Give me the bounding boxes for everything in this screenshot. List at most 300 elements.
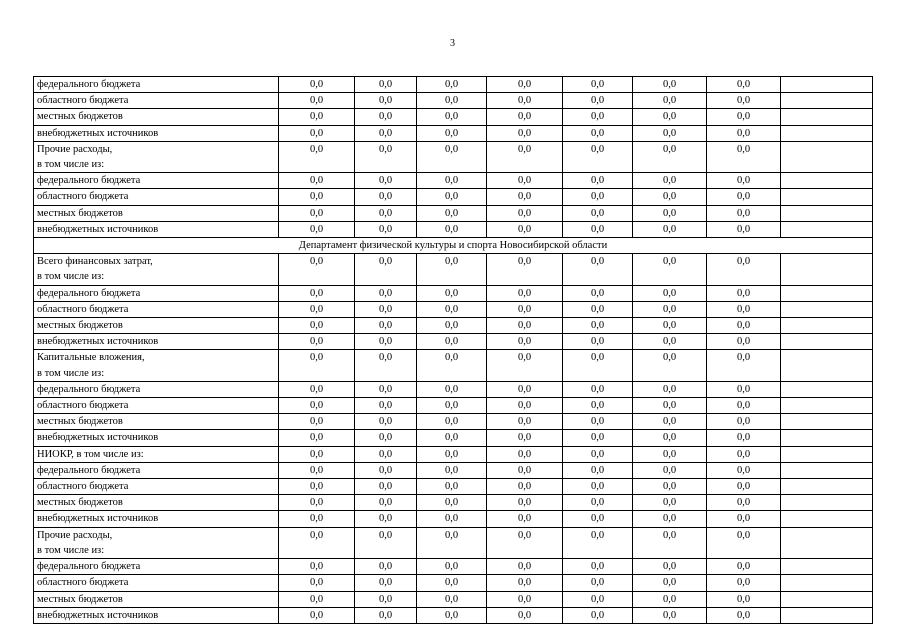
value-cell: 0,0	[417, 109, 487, 125]
value-cell: 0,0	[487, 575, 563, 591]
value-cell: 0,0	[279, 125, 355, 141]
value-cell: 0,0	[707, 430, 781, 446]
value-cell: 0,0	[563, 141, 633, 172]
value-cell: 0,0	[707, 495, 781, 511]
row-label	[34, 318, 279, 334]
table-row	[34, 430, 873, 446]
value-cell	[781, 446, 873, 462]
table-row	[34, 495, 873, 511]
value-cell: 0,0	[279, 93, 355, 109]
value-cell	[781, 511, 873, 527]
value-cell: 0,0	[487, 221, 563, 237]
row-label-line: областного бюджета	[37, 400, 129, 412]
table-row	[34, 205, 873, 221]
row-label-line: областного бюджета	[37, 303, 129, 315]
value-cell: 0,0	[279, 285, 355, 301]
value-cell: 0,0	[355, 479, 417, 495]
table-row	[34, 301, 873, 317]
row-label-line: федерального бюджета	[37, 287, 141, 299]
value-cell: 0,0	[355, 301, 417, 317]
row-label-line: местных бюджетов	[37, 593, 123, 605]
row-label	[34, 381, 279, 397]
value-cell: 0,0	[633, 221, 707, 237]
value-cell: 0,0	[279, 559, 355, 575]
row-label	[34, 301, 279, 317]
value-cell: 0,0	[355, 254, 417, 285]
row-label-line: областного бюджета	[37, 481, 129, 493]
row-label	[34, 430, 279, 446]
row-label	[34, 125, 279, 141]
value-cell: 0,0	[563, 495, 633, 511]
row-label-line: в том числе из:	[37, 159, 105, 171]
value-cell: 0,0	[487, 591, 563, 607]
value-cell: 0,0	[707, 318, 781, 334]
value-cell: 0,0	[417, 527, 487, 558]
value-cell: 0,0	[707, 591, 781, 607]
value-cell: 0,0	[487, 446, 563, 462]
value-cell: 0,0	[633, 479, 707, 495]
value-cell: 0,0	[707, 109, 781, 125]
row-label-line: Всего финансовых затрат,	[37, 256, 153, 268]
value-cell: 0,0	[707, 125, 781, 141]
value-cell: 0,0	[633, 93, 707, 109]
value-cell: 0,0	[417, 430, 487, 446]
value-cell: 0,0	[487, 77, 563, 93]
value-cell: 0,0	[279, 318, 355, 334]
row-label	[34, 93, 279, 109]
row-label	[34, 527, 279, 558]
value-cell	[781, 189, 873, 205]
row-label	[34, 173, 279, 189]
value-cell: 0,0	[633, 301, 707, 317]
value-cell: 0,0	[355, 398, 417, 414]
value-cell: 0,0	[279, 462, 355, 478]
value-cell: 0,0	[563, 559, 633, 575]
value-cell	[781, 430, 873, 446]
value-cell: 0,0	[279, 398, 355, 414]
table-section-bottom	[34, 254, 873, 624]
value-cell	[781, 77, 873, 93]
value-cell: 0,0	[707, 575, 781, 591]
value-cell: 0,0	[487, 334, 563, 350]
value-cell: 0,0	[417, 462, 487, 478]
value-cell	[781, 254, 873, 285]
value-cell: 0,0	[487, 173, 563, 189]
value-cell: 0,0	[487, 350, 563, 381]
table-row	[34, 189, 873, 205]
value-cell: 0,0	[563, 607, 633, 623]
row-label	[34, 350, 279, 381]
value-cell	[781, 173, 873, 189]
value-cell: 0,0	[355, 285, 417, 301]
value-cell	[781, 141, 873, 172]
value-cell	[781, 559, 873, 575]
value-cell: 0,0	[279, 350, 355, 381]
value-cell: 0,0	[707, 301, 781, 317]
value-cell: 0,0	[707, 511, 781, 527]
value-cell: 0,0	[633, 591, 707, 607]
row-label-line: Прочие расходы,	[37, 143, 113, 155]
table-row	[34, 285, 873, 301]
row-label	[34, 205, 279, 221]
value-cell: 0,0	[417, 173, 487, 189]
table-row	[34, 446, 873, 462]
row-label	[34, 189, 279, 205]
value-cell: 0,0	[417, 93, 487, 109]
value-cell: 0,0	[355, 350, 417, 381]
value-cell: 0,0	[707, 285, 781, 301]
value-cell	[781, 414, 873, 430]
value-cell: 0,0	[279, 221, 355, 237]
value-cell	[781, 381, 873, 397]
value-cell: 0,0	[633, 607, 707, 623]
value-cell: 0,0	[279, 607, 355, 623]
row-label	[34, 398, 279, 414]
value-cell: 0,0	[633, 125, 707, 141]
value-cell: 0,0	[563, 591, 633, 607]
value-cell: 0,0	[487, 93, 563, 109]
row-label-line: внебюджетных источников	[37, 127, 159, 139]
row-label-line: внебюджетных источников	[37, 336, 159, 348]
value-cell: 0,0	[633, 334, 707, 350]
value-cell: 0,0	[707, 446, 781, 462]
table-row	[34, 575, 873, 591]
value-cell: 0,0	[279, 334, 355, 350]
value-cell: 0,0	[563, 334, 633, 350]
value-cell: 0,0	[707, 607, 781, 623]
row-label-line: федерального бюджета	[37, 383, 141, 395]
budget-table	[33, 76, 873, 624]
value-cell: 0,0	[417, 350, 487, 381]
table-row	[34, 77, 873, 93]
value-cell: 0,0	[563, 205, 633, 221]
value-cell: 0,0	[417, 141, 487, 172]
table-row	[34, 398, 873, 414]
value-cell: 0,0	[633, 446, 707, 462]
value-cell: 0,0	[417, 254, 487, 285]
row-label-line: федерального бюджета	[37, 79, 141, 90]
value-cell: 0,0	[355, 591, 417, 607]
row-label	[34, 414, 279, 430]
value-cell	[781, 591, 873, 607]
value-cell: 0,0	[707, 527, 781, 558]
value-cell: 0,0	[563, 511, 633, 527]
value-cell: 0,0	[279, 511, 355, 527]
value-cell: 0,0	[487, 430, 563, 446]
table-row	[34, 334, 873, 350]
row-label	[34, 446, 279, 462]
row-label-line: местных бюджетов	[37, 207, 123, 219]
row-label-line: областного бюджета	[37, 95, 129, 107]
table-row	[34, 141, 873, 172]
value-cell	[781, 285, 873, 301]
value-cell: 0,0	[417, 479, 487, 495]
value-cell: 0,0	[355, 93, 417, 109]
value-cell: 0,0	[633, 559, 707, 575]
value-cell: 0,0	[563, 77, 633, 93]
value-cell: 0,0	[355, 414, 417, 430]
value-cell: 0,0	[487, 414, 563, 430]
value-cell: 0,0	[417, 318, 487, 334]
row-label-line: местных бюджетов	[37, 497, 123, 509]
value-cell: 0,0	[355, 446, 417, 462]
value-cell: 0,0	[417, 414, 487, 430]
value-cell: 0,0	[355, 221, 417, 237]
value-cell: 0,0	[355, 559, 417, 575]
value-cell: 0,0	[355, 462, 417, 478]
value-cell: 0,0	[279, 254, 355, 285]
value-cell: 0,0	[355, 109, 417, 125]
value-cell: 0,0	[563, 125, 633, 141]
value-cell	[781, 318, 873, 334]
row-label	[34, 591, 279, 607]
value-cell: 0,0	[487, 109, 563, 125]
value-cell: 0,0	[487, 301, 563, 317]
row-label	[34, 141, 279, 172]
row-label-line: Прочие расходы,	[37, 529, 113, 541]
value-cell: 0,0	[633, 462, 707, 478]
table-row	[34, 125, 873, 141]
row-label-line: в том числе из:	[37, 544, 105, 556]
value-cell: 0,0	[633, 285, 707, 301]
section-header-row	[34, 238, 873, 254]
value-cell	[781, 109, 873, 125]
value-cell: 0,0	[707, 462, 781, 478]
value-cell: 0,0	[707, 381, 781, 397]
value-cell: 0,0	[707, 398, 781, 414]
row-label	[34, 607, 279, 623]
row-label	[34, 77, 279, 93]
row-label-line: федерального бюджета	[37, 464, 141, 476]
row-label	[34, 109, 279, 125]
value-cell: 0,0	[355, 125, 417, 141]
value-cell: 0,0	[707, 350, 781, 381]
value-cell: 0,0	[355, 141, 417, 172]
value-cell: 0,0	[417, 607, 487, 623]
value-cell: 0,0	[633, 141, 707, 172]
value-cell	[781, 301, 873, 317]
value-cell: 0,0	[563, 301, 633, 317]
page-number: 3	[450, 38, 455, 49]
row-label	[34, 254, 279, 285]
value-cell: 0,0	[487, 527, 563, 558]
value-cell: 0,0	[563, 414, 633, 430]
value-cell: 0,0	[707, 221, 781, 237]
value-cell: 0,0	[487, 607, 563, 623]
value-cell: 0,0	[633, 77, 707, 93]
value-cell: 0,0	[633, 430, 707, 446]
value-cell: 0,0	[707, 479, 781, 495]
value-cell: 0,0	[563, 318, 633, 334]
value-cell	[781, 350, 873, 381]
row-label-line: местных бюджетов	[37, 416, 123, 428]
value-cell: 0,0	[487, 318, 563, 334]
value-cell: 0,0	[417, 559, 487, 575]
value-cell: 0,0	[633, 109, 707, 125]
value-cell: 0,0	[563, 381, 633, 397]
value-cell: 0,0	[563, 350, 633, 381]
table-row	[34, 173, 873, 189]
row-label	[34, 511, 279, 527]
value-cell: 0,0	[487, 189, 563, 205]
table-row	[34, 511, 873, 527]
table-row	[34, 559, 873, 575]
table-section-header	[34, 238, 873, 254]
value-cell: 0,0	[279, 446, 355, 462]
value-cell: 0,0	[487, 285, 563, 301]
value-cell: 0,0	[633, 173, 707, 189]
table-row	[34, 527, 873, 558]
value-cell: 0,0	[417, 221, 487, 237]
value-cell	[781, 607, 873, 623]
value-cell: 0,0	[487, 205, 563, 221]
row-label	[34, 559, 279, 575]
value-cell: 0,0	[355, 527, 417, 558]
table-row	[34, 462, 873, 478]
row-label-line: федерального бюджета	[37, 175, 141, 187]
value-cell: 0,0	[563, 462, 633, 478]
row-label-line: внебюджетных источников	[37, 609, 159, 621]
table-row	[34, 479, 873, 495]
row-label-line: НИОКР, в том числе из:	[37, 448, 144, 460]
value-cell: 0,0	[355, 173, 417, 189]
value-cell: 0,0	[417, 77, 487, 93]
table-row	[34, 591, 873, 607]
value-cell: 0,0	[417, 189, 487, 205]
table-row	[34, 414, 873, 430]
value-cell: 0,0	[355, 334, 417, 350]
value-cell: 0,0	[707, 141, 781, 172]
value-cell: 0,0	[707, 414, 781, 430]
value-cell: 0,0	[563, 285, 633, 301]
value-cell	[781, 205, 873, 221]
row-label-line: федерального бюджета	[37, 561, 141, 573]
value-cell: 0,0	[417, 511, 487, 527]
value-cell: 0,0	[633, 527, 707, 558]
table-row	[34, 350, 873, 381]
table-row	[34, 93, 873, 109]
value-cell: 0,0	[633, 254, 707, 285]
value-cell	[781, 398, 873, 414]
row-label	[34, 495, 279, 511]
value-cell: 0,0	[563, 93, 633, 109]
value-cell: 0,0	[417, 125, 487, 141]
value-cell: 0,0	[563, 173, 633, 189]
value-cell: 0,0	[487, 462, 563, 478]
row-label-line: внебюджетных источников	[37, 513, 159, 525]
value-cell: 0,0	[487, 398, 563, 414]
value-cell: 0,0	[487, 381, 563, 397]
value-cell: 0,0	[633, 414, 707, 430]
value-cell: 0,0	[563, 575, 633, 591]
value-cell	[781, 93, 873, 109]
value-cell: 0,0	[355, 77, 417, 93]
table-row	[34, 109, 873, 125]
section-title: Департамент физической культуры и спорта Новосибирской области	[34, 238, 873, 254]
value-cell: 0,0	[279, 173, 355, 189]
value-cell: 0,0	[563, 479, 633, 495]
table-row	[34, 254, 873, 285]
value-cell: 0,0	[279, 109, 355, 125]
value-cell: 0,0	[707, 559, 781, 575]
value-cell: 0,0	[279, 527, 355, 558]
value-cell: 0,0	[279, 414, 355, 430]
value-cell: 0,0	[279, 77, 355, 93]
value-cell: 0,0	[563, 527, 633, 558]
value-cell: 0,0	[487, 254, 563, 285]
row-label-line: областного бюджета	[37, 577, 129, 589]
value-cell: 0,0	[355, 575, 417, 591]
value-cell: 0,0	[707, 93, 781, 109]
value-cell: 0,0	[707, 205, 781, 221]
value-cell: 0,0	[633, 381, 707, 397]
table-row	[34, 607, 873, 623]
value-cell: 0,0	[279, 141, 355, 172]
value-cell: 0,0	[417, 381, 487, 397]
value-cell: 0,0	[563, 398, 633, 414]
row-label	[34, 334, 279, 350]
value-cell: 0,0	[355, 511, 417, 527]
row-label	[34, 479, 279, 495]
value-cell	[781, 125, 873, 141]
value-cell: 0,0	[707, 173, 781, 189]
value-cell: 0,0	[279, 381, 355, 397]
value-cell: 0,0	[355, 189, 417, 205]
value-cell	[781, 462, 873, 478]
value-cell: 0,0	[355, 381, 417, 397]
value-cell: 0,0	[417, 495, 487, 511]
value-cell: 0,0	[707, 77, 781, 93]
value-cell: 0,0	[279, 189, 355, 205]
value-cell: 0,0	[633, 575, 707, 591]
value-cell: 0,0	[633, 398, 707, 414]
value-cell: 0,0	[417, 205, 487, 221]
value-cell: 0,0	[487, 479, 563, 495]
value-cell: 0,0	[417, 398, 487, 414]
value-cell: 0,0	[487, 511, 563, 527]
value-cell: 0,0	[355, 430, 417, 446]
row-label-line: в том числе из:	[37, 367, 105, 379]
value-cell: 0,0	[355, 607, 417, 623]
value-cell: 0,0	[563, 221, 633, 237]
value-cell: 0,0	[279, 301, 355, 317]
value-cell: 0,0	[487, 125, 563, 141]
value-cell: 0,0	[417, 575, 487, 591]
row-label	[34, 462, 279, 478]
value-cell	[781, 575, 873, 591]
value-cell: 0,0	[563, 109, 633, 125]
row-label	[34, 221, 279, 237]
value-cell: 0,0	[633, 318, 707, 334]
value-cell: 0,0	[487, 495, 563, 511]
value-cell: 0,0	[355, 495, 417, 511]
row-label-line: внебюджетных источников	[37, 223, 159, 235]
value-cell: 0,0	[355, 205, 417, 221]
value-cell: 0,0	[279, 575, 355, 591]
value-cell: 0,0	[563, 189, 633, 205]
value-cell: 0,0	[279, 591, 355, 607]
value-cell: 0,0	[279, 495, 355, 511]
value-cell: 0,0	[279, 479, 355, 495]
value-cell	[781, 527, 873, 558]
row-label-line: местных бюджетов	[37, 320, 123, 332]
value-cell: 0,0	[563, 446, 633, 462]
value-cell: 0,0	[355, 318, 417, 334]
row-label	[34, 575, 279, 591]
value-cell: 0,0	[417, 285, 487, 301]
value-cell	[781, 479, 873, 495]
row-label	[34, 285, 279, 301]
